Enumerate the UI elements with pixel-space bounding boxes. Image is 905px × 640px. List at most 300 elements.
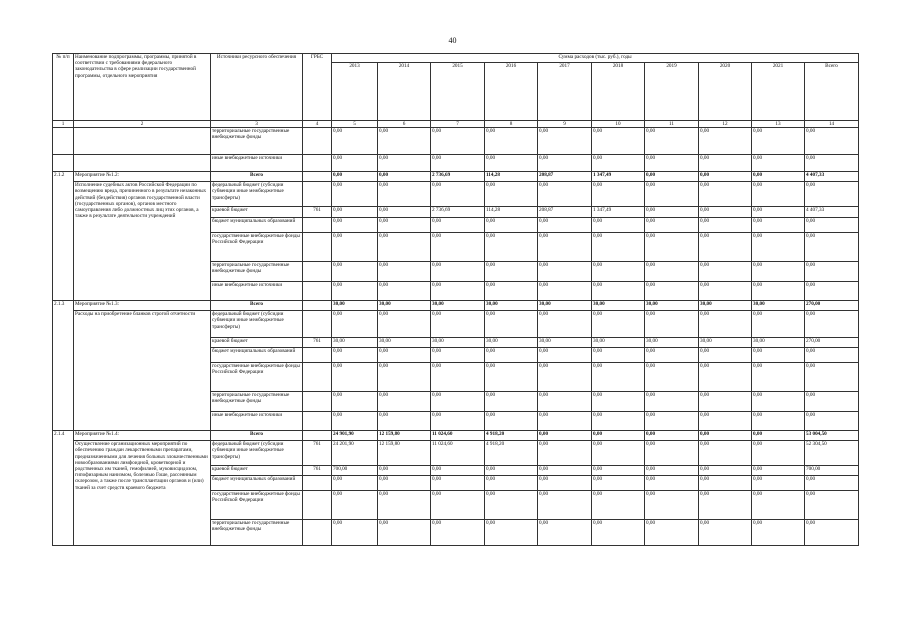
header-year: 2021 <box>752 63 805 121</box>
value-cell: 0,00 <box>538 282 592 301</box>
value-cell: 0,00 <box>592 466 645 476</box>
value-cell: 0,00 <box>485 282 538 301</box>
value-cell: 0,00 <box>805 392 859 412</box>
value-cell: 0,00 <box>592 128 645 155</box>
value-cell: 0,00 <box>592 431 645 441</box>
value-cell: 0,00 <box>645 262 699 282</box>
value-cell: 0,00 <box>485 466 538 476</box>
value-cell: 0,00 <box>538 520 592 546</box>
value-cell: 0,00 <box>592 262 645 282</box>
value-cell: 0,00 <box>431 218 485 233</box>
value-cell: 1 347,49 <box>592 172 645 182</box>
value-cell: 0,00 <box>431 491 485 520</box>
value-cell: 0,00 <box>538 155 592 172</box>
value-cell: 700,00 <box>805 466 859 476</box>
table-row <box>53 311 859 338</box>
value-cell: 0,00 <box>752 412 805 431</box>
value-cell: 0,00 <box>805 155 859 172</box>
value-cell: 0,00 <box>699 363 752 392</box>
value-cell: 0,00 <box>752 128 805 155</box>
value-cell: 0,00 <box>699 155 752 172</box>
value-cell: 0,00 <box>378 392 431 412</box>
value-cell: 0,00 <box>378 172 431 182</box>
value-cell: 0,00 <box>805 218 859 233</box>
header-year: 2013 <box>332 63 378 121</box>
value-cell: 0,00 <box>485 128 538 155</box>
column-number: 4 <box>303 121 332 128</box>
value-cell: 0,00 <box>538 412 592 431</box>
name-cell <box>74 155 211 172</box>
value-cell: 0,00 <box>332 392 378 412</box>
section-title: Мероприятие №1.3: <box>74 301 211 311</box>
value-cell: 0,00 <box>332 218 378 233</box>
value-cell: 0,00 <box>332 311 378 338</box>
grbs-cell <box>303 520 332 546</box>
section-description: Расходы на приобретение бланков строгой отчетности <box>74 311 211 431</box>
header-name: Наименование подпрограммы, программы, принятой в соответствии с требованиями федерального законодательства в сфере реализации государственной программы, отдельного мероприятия <box>74 54 211 121</box>
value-cell: 0,00 <box>699 392 752 412</box>
value-cell: 0,00 <box>699 172 752 182</box>
value-cell: 0,00 <box>378 412 431 431</box>
grbs-cell: 761 <box>303 441 332 466</box>
value-cell: 0,00 <box>699 441 752 466</box>
value-cell: 0,00 <box>592 218 645 233</box>
value-cell: 0,00 <box>431 233 485 262</box>
value-cell: 11 024,60 <box>431 431 485 441</box>
value-cell: 0,00 <box>485 392 538 412</box>
value-cell: 270,00 <box>805 301 859 311</box>
value-cell: 0,00 <box>645 363 699 392</box>
value-cell: 0,00 <box>431 311 485 338</box>
section-number: 2.1.4 <box>53 431 74 546</box>
value-cell: 0,00 <box>378 155 431 172</box>
value-cell: 0,00 <box>431 520 485 546</box>
value-cell: 30,00 <box>645 301 699 311</box>
source-cell: территориальные государственные внебюджетные фонды <box>211 520 303 546</box>
table-row <box>53 182 859 207</box>
header-grbs: ГРБС <box>303 54 332 121</box>
value-cell: 30,00 <box>592 301 645 311</box>
header-sum-title: Сумма расходов (тыс. руб.), годы <box>332 54 859 63</box>
name-cell <box>74 128 211 155</box>
source-cell: бюджет муниципальных образований <box>211 348 303 363</box>
value-cell: 0,00 <box>805 363 859 392</box>
value-cell: 0,00 <box>752 172 805 182</box>
value-cell: 0,00 <box>592 348 645 363</box>
value-cell: 30,00 <box>378 338 431 348</box>
table-row <box>53 441 859 466</box>
value-cell: 0,00 <box>538 233 592 262</box>
source-cell: иные внебюджетные источники <box>211 155 303 172</box>
column-number: 10 <box>592 121 645 128</box>
value-cell: 0,00 <box>378 466 431 476</box>
value-cell: 11 024,60 <box>431 441 485 466</box>
value-cell: 30,00 <box>699 338 752 348</box>
value-cell: 0,00 <box>699 182 752 207</box>
value-cell: 0,00 <box>485 262 538 282</box>
value-cell: 0,00 <box>752 262 805 282</box>
value-cell: 0,00 <box>592 392 645 412</box>
header-year: 2014 <box>378 63 431 121</box>
source-cell: краевой бюджет <box>211 207 303 218</box>
value-cell: 0,00 <box>699 520 752 546</box>
value-cell: 0,00 <box>332 282 378 301</box>
value-cell: 0,00 <box>699 491 752 520</box>
value-cell: 0,00 <box>699 262 752 282</box>
value-cell: 0,00 <box>592 363 645 392</box>
num-cell <box>53 155 74 172</box>
header-num: № п/п <box>53 54 74 121</box>
value-cell: 700,00 <box>332 466 378 476</box>
grbs-cell <box>303 392 332 412</box>
value-cell: 30,00 <box>431 301 485 311</box>
source-cell: государственные внебюджетные фонды Российской Федерации <box>211 233 303 262</box>
value-cell: 0,00 <box>752 520 805 546</box>
grbs-cell <box>303 262 332 282</box>
value-cell: 0,00 <box>485 155 538 172</box>
value-cell: 0,00 <box>645 491 699 520</box>
value-cell: 0,00 <box>699 311 752 338</box>
value-cell: 0,00 <box>485 218 538 233</box>
value-cell: 0,00 <box>752 348 805 363</box>
value-cell: 270,00 <box>805 338 859 348</box>
value-cell: 0,00 <box>485 233 538 262</box>
header-year: 2019 <box>645 63 699 121</box>
value-cell: 0,00 <box>431 466 485 476</box>
table-row <box>53 128 859 155</box>
value-cell: 0,00 <box>699 233 752 262</box>
grbs-cell <box>303 431 332 441</box>
value-cell: 0,00 <box>592 155 645 172</box>
source-cell: федеральный бюджет (субсидии субвенции иные межбюджетные трансферты) <box>211 441 303 466</box>
value-cell: 30,00 <box>592 338 645 348</box>
value-cell: 24 201,90 <box>332 441 378 466</box>
value-cell: 0,00 <box>645 412 699 431</box>
header-year: Всего <box>805 63 859 121</box>
grbs-cell <box>303 491 332 520</box>
value-cell: 0,00 <box>752 207 805 218</box>
value-cell: 0,00 <box>485 363 538 392</box>
value-cell: 0,00 <box>378 207 431 218</box>
header-year: 2018 <box>592 63 645 121</box>
value-cell: 0,00 <box>538 392 592 412</box>
value-cell: 0,00 <box>538 262 592 282</box>
value-cell: 30,00 <box>332 338 378 348</box>
value-cell: 30,00 <box>752 301 805 311</box>
value-cell: 0,00 <box>431 392 485 412</box>
value-cell: 0,00 <box>431 128 485 155</box>
section-title: Мероприятие №1.2: <box>74 172 211 182</box>
source-cell: Всего <box>211 431 303 441</box>
column-number: 14 <box>805 121 859 128</box>
value-cell: 0,00 <box>699 412 752 431</box>
value-cell: 0,00 <box>699 218 752 233</box>
value-cell: 0,00 <box>752 466 805 476</box>
section-number: 2.1.2 <box>53 172 74 301</box>
column-number: 9 <box>538 121 592 128</box>
column-number: 2 <box>74 121 211 128</box>
header-year: 2016 <box>485 63 538 121</box>
value-cell: 0,00 <box>592 233 645 262</box>
column-number: 13 <box>752 121 805 128</box>
value-cell: 0,00 <box>592 520 645 546</box>
value-cell: 0,00 <box>332 412 378 431</box>
value-cell: 0,00 <box>805 182 859 207</box>
value-cell: 0,00 <box>699 476 752 491</box>
value-cell: 0,00 <box>485 491 538 520</box>
source-cell: государственные внебюджетные фонды Российской Федерации <box>211 363 303 392</box>
value-cell: 0,00 <box>378 128 431 155</box>
grbs-cell <box>303 155 332 172</box>
grbs-cell <box>303 233 332 262</box>
value-cell: 0,00 <box>645 128 699 155</box>
source-cell: Всего <box>211 172 303 182</box>
value-cell: 0,00 <box>538 476 592 491</box>
value-cell: 0,00 <box>645 431 699 441</box>
grbs-cell: 761 <box>303 466 332 476</box>
value-cell: 0,00 <box>645 311 699 338</box>
grbs-cell <box>303 172 332 182</box>
value-cell: 0,00 <box>645 520 699 546</box>
value-cell: 0,00 <box>699 282 752 301</box>
value-cell: 0,00 <box>805 476 859 491</box>
value-cell: 208,87 <box>538 207 592 218</box>
value-cell: 0,00 <box>332 520 378 546</box>
value-cell: 0,00 <box>805 348 859 363</box>
grbs-cell: 761 <box>303 338 332 348</box>
value-cell: 0,00 <box>538 363 592 392</box>
value-cell: 0,00 <box>431 282 485 301</box>
value-cell: 4 918,20 <box>485 431 538 441</box>
value-cell: 0,00 <box>805 282 859 301</box>
page-number: 40 <box>448 36 457 45</box>
table-row <box>53 172 859 182</box>
value-cell: 0,00 <box>645 476 699 491</box>
value-cell: 0,00 <box>332 476 378 491</box>
value-cell: 0,00 <box>592 441 645 466</box>
value-cell: 0,00 <box>645 233 699 262</box>
value-cell: 0,00 <box>538 311 592 338</box>
value-cell: 0,00 <box>332 182 378 207</box>
source-cell: иные внебюджетные источники <box>211 282 303 301</box>
value-cell: 0,00 <box>752 218 805 233</box>
value-cell: 0,00 <box>592 476 645 491</box>
value-cell: 12 159,80 <box>378 441 431 466</box>
value-cell: 114,28 <box>485 207 538 218</box>
value-cell: 30,00 <box>431 338 485 348</box>
column-number: 6 <box>378 121 431 128</box>
section-number: 2.1.3 <box>53 301 74 431</box>
value-cell: 0,00 <box>645 155 699 172</box>
value-cell: 0,00 <box>805 311 859 338</box>
value-cell: 2 736,69 <box>431 172 485 182</box>
value-cell: 0,00 <box>592 491 645 520</box>
value-cell: 0,00 <box>752 441 805 466</box>
source-cell: краевой бюджет <box>211 338 303 348</box>
section-description: Осуществление организационных мероприятий по обеспечению граждан лекарственными препаратами, предназначенными для лечения больных злокачественными новообразованиями лимфоидной, кроветворной и родственных им тканей, гемофилией, муковисцидозом, гипофизарным нанизмом, болезнью Гоше, рассеянным склерозом, а также после трансплантации органов и (или) тканей за счет средств краевого бюджета <box>74 441 211 546</box>
grbs-cell <box>303 348 332 363</box>
value-cell: 0,00 <box>538 218 592 233</box>
value-cell: 0,00 <box>805 262 859 282</box>
source-cell: бюджет муниципальных образований <box>211 476 303 491</box>
column-number: 3 <box>211 121 303 128</box>
value-cell: 0,00 <box>485 520 538 546</box>
source-cell: территориальные государственные внебюджетные фонды <box>211 392 303 412</box>
value-cell: 0,00 <box>431 155 485 172</box>
value-cell: 0,00 <box>538 466 592 476</box>
value-cell: 30,00 <box>752 338 805 348</box>
value-cell: 0,00 <box>378 311 431 338</box>
table-row <box>53 431 859 441</box>
value-cell: 0,00 <box>538 441 592 466</box>
value-cell: 0,00 <box>378 348 431 363</box>
header-source: Источники ресурсного обеспечения <box>211 54 303 121</box>
source-cell: Всего <box>211 301 303 311</box>
source-cell: территориальные государственные внебюджетные фонды <box>211 262 303 282</box>
value-cell: 30,00 <box>645 338 699 348</box>
value-cell: 0,00 <box>645 466 699 476</box>
value-cell: 30,00 <box>485 301 538 311</box>
value-cell: 0,00 <box>332 233 378 262</box>
column-number: 8 <box>485 121 538 128</box>
grbs-cell <box>303 363 332 392</box>
value-cell: 0,00 <box>378 491 431 520</box>
value-cell: 0,00 <box>645 218 699 233</box>
value-cell: 0,00 <box>645 282 699 301</box>
source-cell: государственные внебюджетные фонды Российской Федерации <box>211 491 303 520</box>
value-cell: 0,00 <box>805 412 859 431</box>
grbs-cell <box>303 218 332 233</box>
source-cell: территориальные государственные внебюджетные фонды <box>211 128 303 155</box>
value-cell: 0,00 <box>699 466 752 476</box>
source-cell: иные внебюджетные источники <box>211 412 303 431</box>
section-description: Исполнение судебных актов Российской Федерации по возмещению вреда, причиненного в результате незаконных действий (бездействия) органов государственной власти (государственных органов), органов местного самоуправления либо должностных лиц этих органов, а также в результате деятельности учреждений <box>74 182 211 301</box>
value-cell: 0,00 <box>805 233 859 262</box>
source-cell: бюджет муниципальных образований <box>211 218 303 233</box>
grbs-cell <box>303 182 332 207</box>
value-cell: 0,00 <box>699 348 752 363</box>
value-cell: 30,00 <box>538 301 592 311</box>
value-cell: 0,00 <box>485 348 538 363</box>
header-year: 2015 <box>431 63 485 121</box>
value-cell: 0,00 <box>332 207 378 218</box>
value-cell: 30,00 <box>699 301 752 311</box>
value-cell: 0,00 <box>332 348 378 363</box>
column-number: 12 <box>699 121 752 128</box>
grbs-cell <box>303 412 332 431</box>
value-cell: 4 407,33 <box>805 207 859 218</box>
value-cell: 0,00 <box>805 520 859 546</box>
value-cell: 0,00 <box>378 182 431 207</box>
value-cell: 30,00 <box>378 301 431 311</box>
value-cell: 0,00 <box>538 348 592 363</box>
value-cell: 0,00 <box>645 348 699 363</box>
value-cell: 0,00 <box>378 262 431 282</box>
value-cell: 0,00 <box>645 172 699 182</box>
column-number: 5 <box>332 121 378 128</box>
column-number: 11 <box>645 121 699 128</box>
table-row <box>53 301 859 311</box>
value-cell: 0,00 <box>645 441 699 466</box>
value-cell: 0,00 <box>752 491 805 520</box>
value-cell: 0,00 <box>431 348 485 363</box>
value-cell: 0,00 <box>752 282 805 301</box>
value-cell: 4 918,20 <box>485 441 538 466</box>
value-cell: 0,00 <box>805 128 859 155</box>
value-cell: 0,00 <box>431 262 485 282</box>
value-cell: 4 407,33 <box>805 172 859 182</box>
value-cell: 0,00 <box>378 520 431 546</box>
value-cell: 1 347,49 <box>592 207 645 218</box>
value-cell: 0,00 <box>485 476 538 491</box>
value-cell: 0,00 <box>645 182 699 207</box>
value-cell: 0,00 <box>699 207 752 218</box>
value-cell: 2 736,69 <box>431 207 485 218</box>
value-cell: 0,00 <box>752 363 805 392</box>
grbs-cell <box>303 476 332 491</box>
value-cell: 53 004,50 <box>805 431 859 441</box>
grbs-cell <box>303 301 332 311</box>
value-cell: 0,00 <box>752 392 805 412</box>
value-cell: 0,00 <box>378 218 431 233</box>
value-cell: 0,00 <box>592 282 645 301</box>
grbs-cell <box>303 128 332 155</box>
value-cell: 0,00 <box>645 392 699 412</box>
value-cell: 24 901,90 <box>332 431 378 441</box>
value-cell: 30,00 <box>538 338 592 348</box>
value-cell: 0,00 <box>538 182 592 207</box>
value-cell: 0,00 <box>431 476 485 491</box>
value-cell: 0,00 <box>485 182 538 207</box>
value-cell: 114,28 <box>485 172 538 182</box>
value-cell: 0,00 <box>752 311 805 338</box>
value-cell: 0,00 <box>752 476 805 491</box>
value-cell: 0,00 <box>592 182 645 207</box>
value-cell: 0,00 <box>332 172 378 182</box>
value-cell: 0,00 <box>431 363 485 392</box>
value-cell: 30,00 <box>332 301 378 311</box>
value-cell: 0,00 <box>332 491 378 520</box>
value-cell: 0,00 <box>431 412 485 431</box>
value-cell: 0,00 <box>699 431 752 441</box>
value-cell: 0,00 <box>485 311 538 338</box>
value-cell: 208,87 <box>538 172 592 182</box>
grbs-cell <box>303 311 332 338</box>
value-cell: 0,00 <box>752 155 805 172</box>
value-cell: 30,00 <box>485 338 538 348</box>
num-cell <box>53 128 74 155</box>
value-cell: 0,00 <box>332 128 378 155</box>
grbs-cell: 761 <box>303 207 332 218</box>
value-cell: 0,00 <box>805 491 859 520</box>
value-cell: 0,00 <box>645 207 699 218</box>
value-cell: 0,00 <box>752 431 805 441</box>
expenditure-table <box>52 53 859 546</box>
value-cell: 0,00 <box>378 476 431 491</box>
value-cell: 52 304,50 <box>805 441 859 466</box>
source-cell: федеральный бюджет (субсидии субвенции иные межбюджетные трансферты) <box>211 311 303 338</box>
table-row <box>53 155 859 172</box>
value-cell: 0,00 <box>332 262 378 282</box>
value-cell: 0,00 <box>699 128 752 155</box>
value-cell: 0,00 <box>752 182 805 207</box>
value-cell: 0,00 <box>592 311 645 338</box>
value-cell: 0,00 <box>538 431 592 441</box>
value-cell: 0,00 <box>431 182 485 207</box>
column-number: 1 <box>53 121 74 128</box>
value-cell: 0,00 <box>332 363 378 392</box>
header-year: 2017 <box>538 63 592 121</box>
